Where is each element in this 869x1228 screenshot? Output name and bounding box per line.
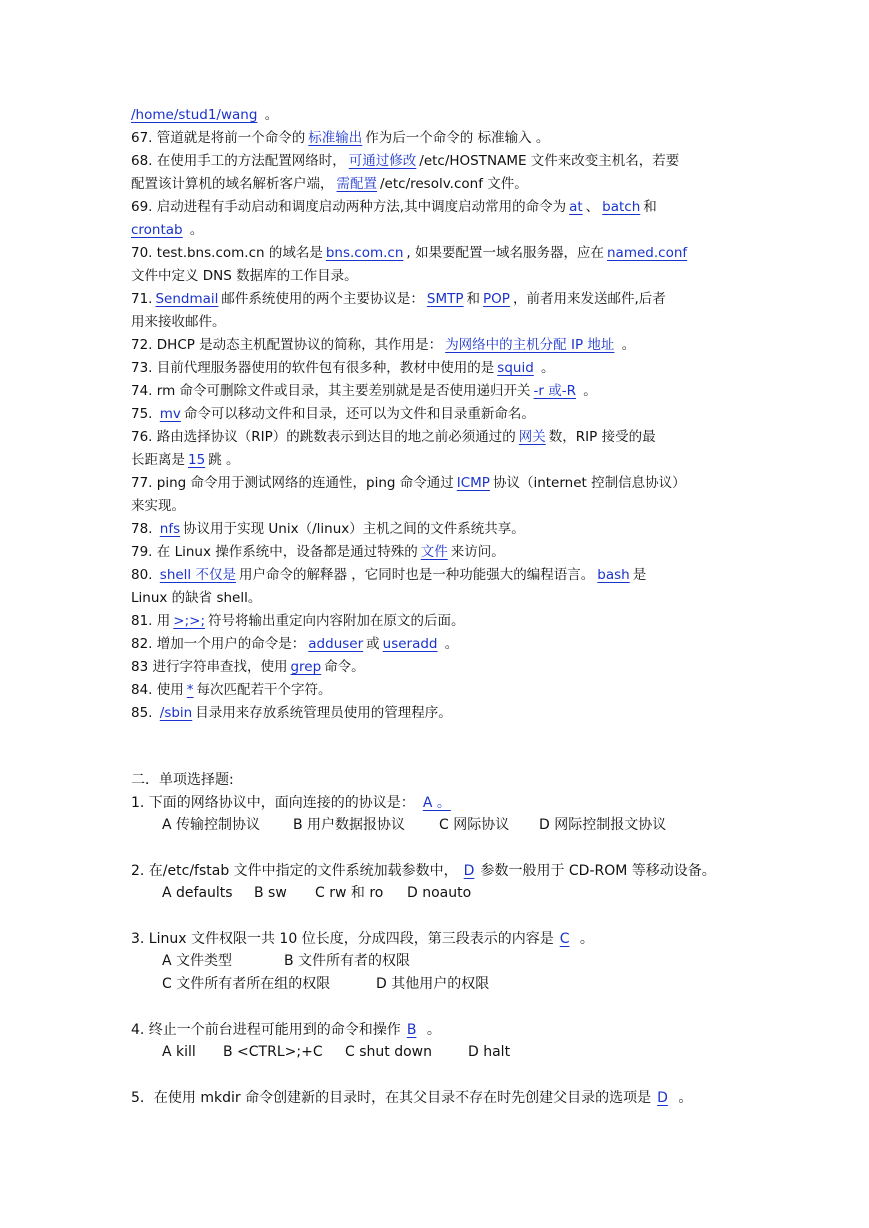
question-80: 80. shell 不仅是 用户命令的解释器 ，它同时也是一种功能强大的编程语言。 bash 是 [131,567,647,583]
mc3-option-b: B 文件所有者的权限 [284,953,411,969]
mc-question-4: 4. 终止一个前台进程可能用到的命令和操作 B 。 [131,1022,441,1038]
question-82: 82. 增加一个用户的命令是： adduser 或 useradd 。 [131,636,459,652]
question-76: 76. 路由选择协议（RIP）的跳数表示到达目的地之前必须通过的 网关 数，RIP 接受的最 [131,429,656,445]
question-72: 72. DHCP 是动态主机配置协议的简称，其作用是： 为网络中的主机分配 IP 地址 。 [131,337,636,353]
question-83: 83 进行字符串查找，使用 grep 命令。 [131,659,365,675]
question-73: 73. 目前代理服务器使用的软件包有很多种，教材中使用的是 squid 。 [131,360,555,376]
mc3-option-a: A 文件类型 [162,953,233,969]
mc2-option-b: B sw [254,885,287,901]
mc2-option-c: C rw 和 ro [315,885,384,901]
section-title: 二．单项选择题: [131,772,234,788]
line-66-tail: /home/stud1/wang 。 [131,107,279,123]
question-69-cont: crontab 。 [131,222,204,238]
question-78: 78. nfs 协议用于实现 Unix（/linux）主机之间的文件系统共享。 [131,521,525,537]
mc1-option-c: C 网际协议 [439,817,510,833]
mc2-option-d: D noauto [407,885,472,901]
question-68: 68. 在使用手工的方法配置网络时， 可通过修改 /etc/HOSTNAME 文件来改变主机名，若要 [131,153,680,169]
question-70: 70. test.bns.com.cn 的域名是 bns.com.cn , 如果要配置一域名服务器，应在 named.conf [131,245,688,261]
question-71-cont: 用来接收邮件。 [131,314,226,330]
question-81: 81. 用 >;>; 符号将输出重定向内容附加在原文的后面。 [131,613,465,629]
mc4-option-b: B <CTRL>;+C [223,1044,323,1060]
mc-question-3: 3. Linux 文件权限一共 10 位长度，分成四段，第三段表示的内容是 C 。 [131,931,594,947]
question-76-cont: 长距离是 15 跳 。 [131,452,240,468]
question-67: 67. 管道就是将前一个命令的 标准输出 作为后一个命令的 标准输入 。 [131,130,550,146]
mc4-option-d: D halt [468,1044,511,1060]
question-77: 77. ping 命令用于测试网络的连通性，ping 命令通过 ICMP 协议（internet 控制信息协议） [131,475,686,491]
question-79: 79. 在 Linux 操作系统中，设备都是通过特殊的 文件 来访问。 [131,544,505,560]
mc1-option-a: A 传输控制协议 [162,817,261,833]
mc1-option-d: D 网际控制报文协议 [539,817,667,833]
question-77-cont: 来实现。 [131,498,185,514]
question-70-cont: 文件中定义 DNS 数据库的工作目录。 [131,268,358,284]
question-69: 69. 启动进程有手动启动和调度启动两种方法,其中调度启动常用的命令为 at 、 batch 和 [131,199,657,215]
question-71: 71. Sendmail 邮件系统使用的两个主要协议是： SMTP 和 POP ，前者用来发送邮件,后者 [131,291,666,307]
mc2-option-a: A defaults [162,885,233,901]
question-68-cont: 配置该计算机的域名解析客户端， 需配置 /etc/resolv.conf 文件。 [131,176,528,192]
mc3-option-c: C 文件所有者所在组的权限 [162,976,331,992]
mc-question-2: 2. 在/etc/fstab 文件中指定的文件系统加载参数中， D 参数一般用于 CD-ROM 等移动设备。 [131,863,716,879]
question-80-cont: Linux 的缺省 shell。 [131,590,262,606]
question-75: 75. mv 命令可以移动文件和目录，还可以为文件和目录重新命名。 [131,406,535,422]
question-84: 84. 使用 * 每次匹配若干个字符。 [131,682,332,698]
mc-question-1: 1. 下面的网络协议中，面向连接的的协议是： A 。 [131,795,451,811]
mc-question-5: 5．在使用 mkdir 命令创建新的目录时，在其父目录不存在时先创建父目录的选项是 D 。 [131,1090,693,1106]
mc4-option-a: A kill [162,1044,196,1060]
question-85: 85. /sbin 目录用来存放系统管理员使用的管理程序。 [131,705,452,721]
mc3-option-d: D 其他用户的权限 [376,976,490,992]
mc4-option-c: C shut down [345,1044,432,1060]
question-74: 74. rm 命令可删除文件或目录，其主要差别就是是否使用递归开关 -r 或-R 。 [131,383,597,399]
mc1-option-b: B 用户数据报协议 [293,817,406,833]
